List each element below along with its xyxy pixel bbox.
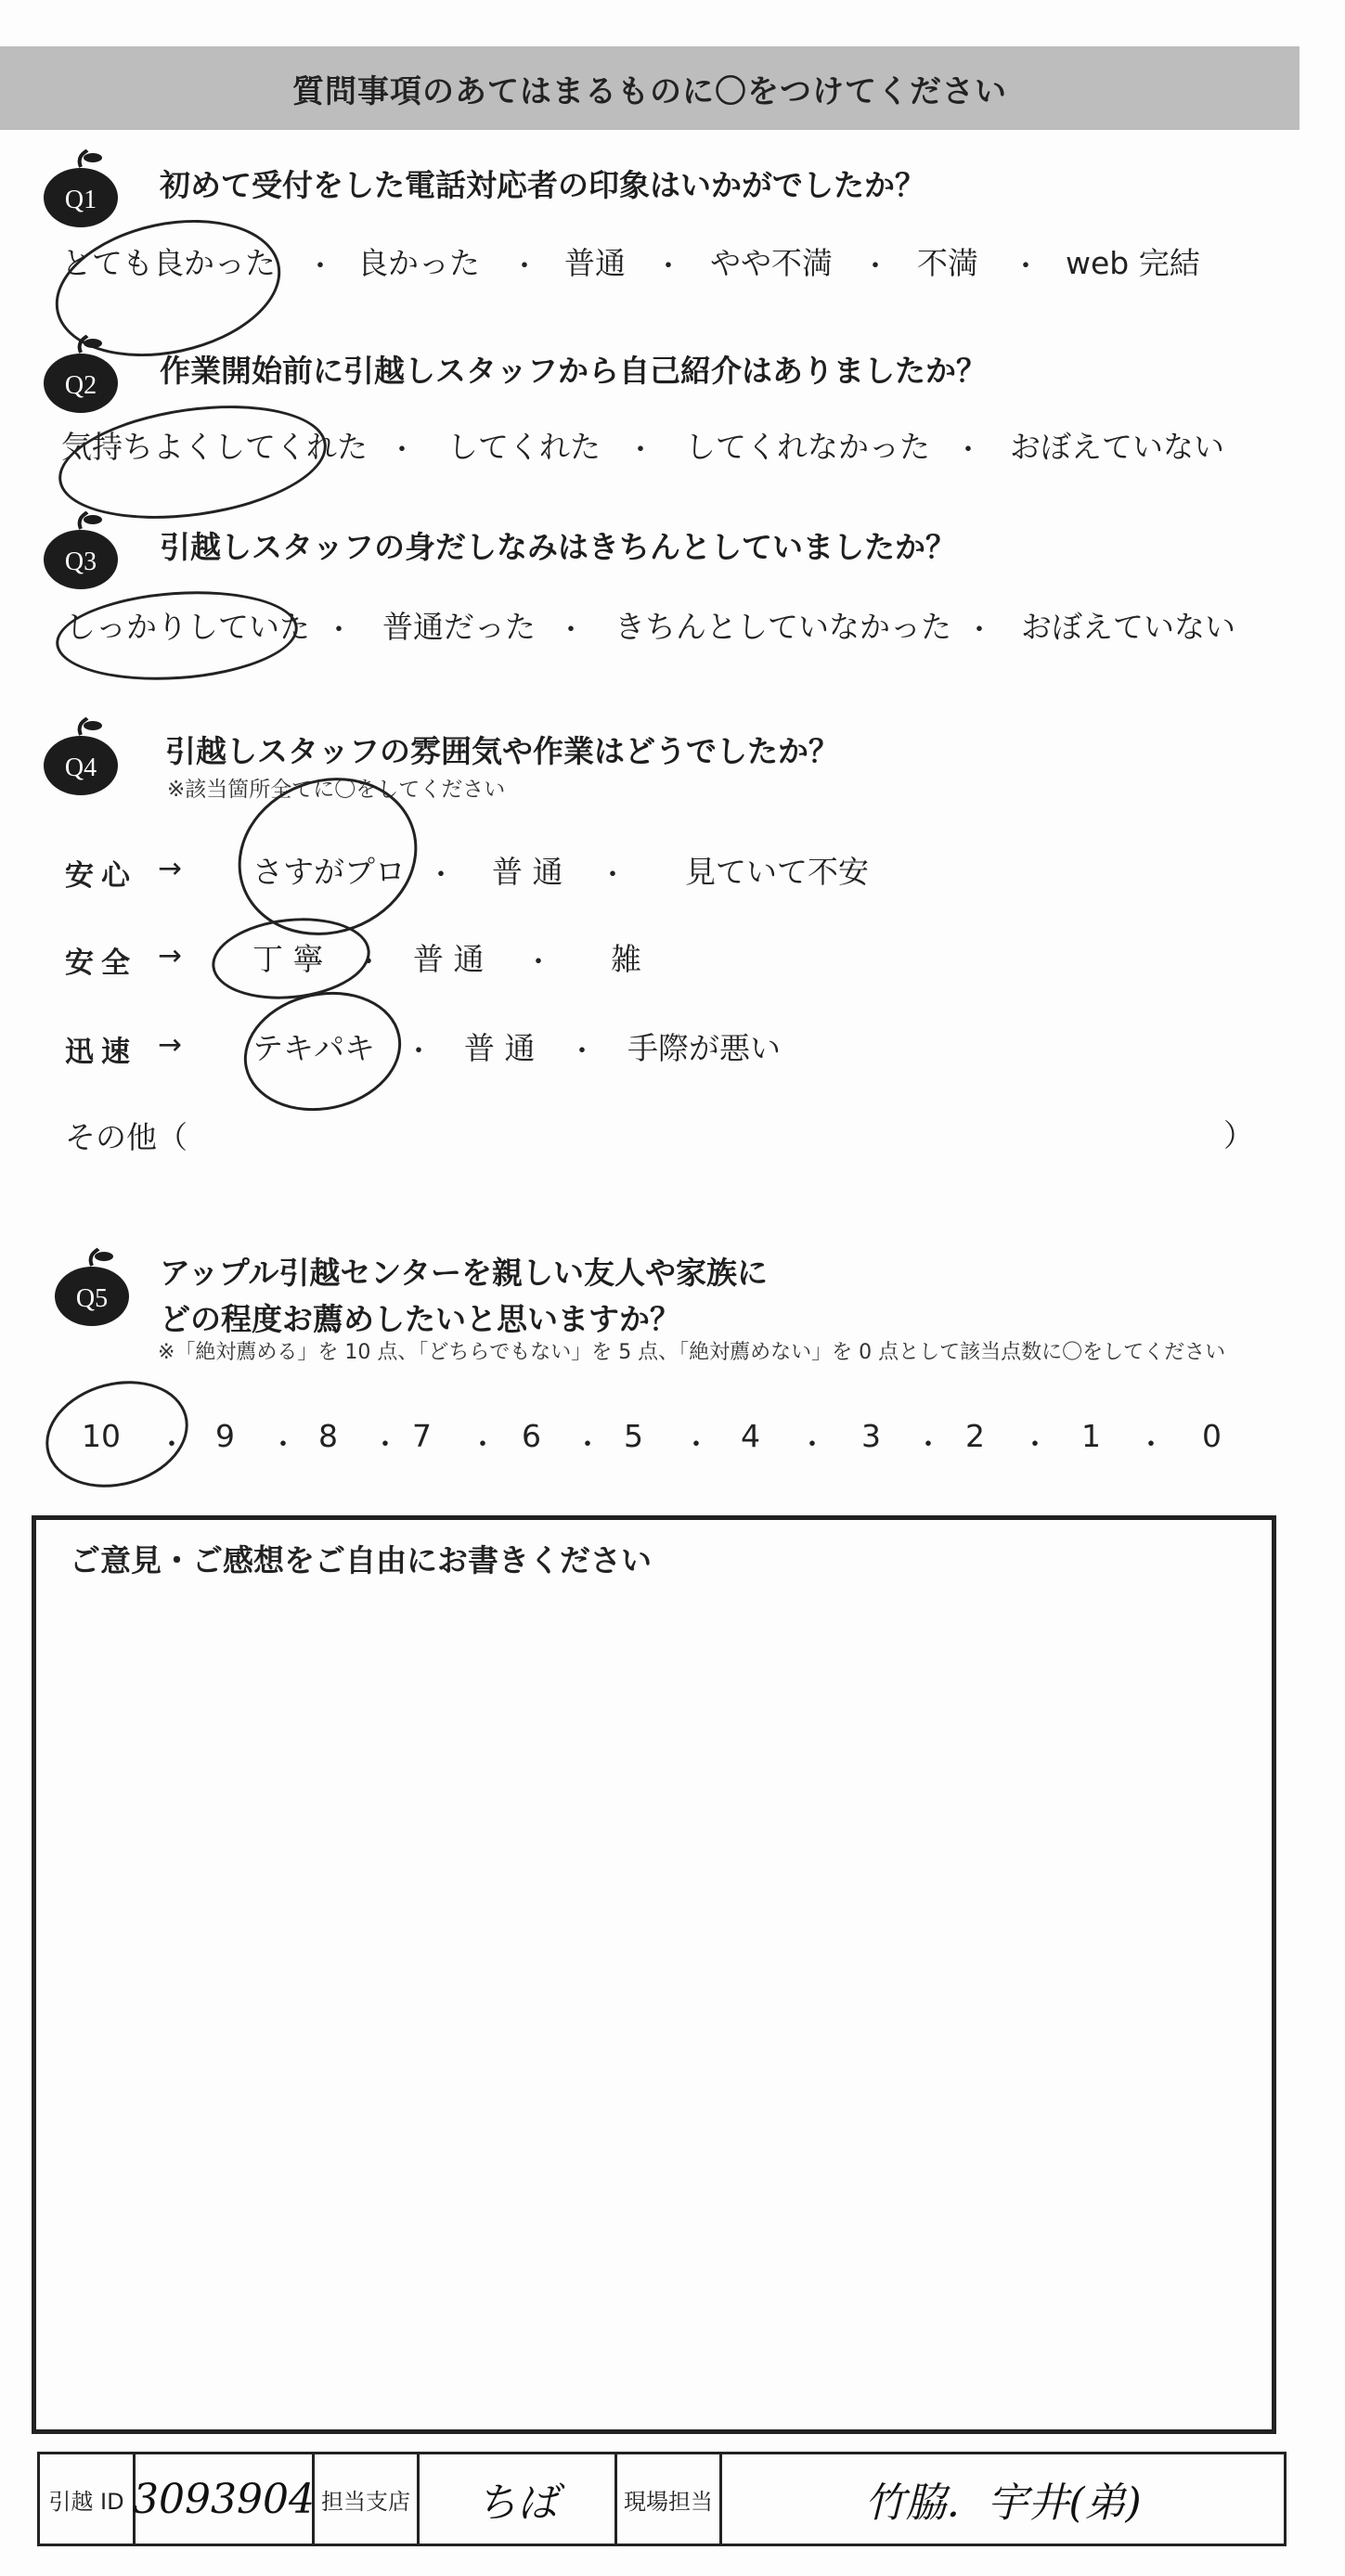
staff-info-table	[37, 2452, 1287, 2546]
q3-option-4[interactable]: おぼえていない	[1021, 609, 1235, 645]
q5-score-8[interactable]: 8	[318, 1418, 338, 1454]
separator-dot: ・	[557, 614, 585, 647]
q4-row-label-jinsoku: 迅速	[65, 1036, 137, 1069]
branch-label-cell	[315, 2454, 420, 2544]
separator-dot: ・	[511, 251, 538, 283]
q4-other-close: ）	[1223, 1117, 1254, 1153]
q3-badge-label: Q3	[64, 547, 97, 576]
separator-dot: ・	[469, 1429, 497, 1462]
q5-score-1[interactable]: 1	[1081, 1418, 1101, 1454]
q4-row-label-anzen: 安全	[65, 947, 137, 980]
q1-question: 初めて受付をした電話対応者の印象はいかがでしたか？	[160, 167, 925, 203]
q5-score-2[interactable]: 2	[965, 1418, 985, 1454]
separator-dot: ・	[158, 1429, 186, 1462]
separator-dot: ・	[682, 1429, 710, 1462]
q3-option-2[interactable]: 普通だった	[382, 609, 536, 645]
separator-dot: ・	[388, 434, 416, 467]
comments-label: ご意見・ご感想をご自由にお書きください	[70, 1542, 652, 1578]
branch-value: ちば	[476, 2479, 558, 2527]
q5-score-10[interactable]: 10	[82, 1418, 121, 1454]
q4-row2-option-2[interactable]: 普 通	[413, 941, 485, 977]
separator-dot: ・	[1137, 1429, 1165, 1462]
q5-note: ※「絶対薦める」を 10 点、「どちらでもない」を 5 点、「絶対薦めない」を 0 点として該当点数に〇をしてください	[158, 1341, 1226, 1364]
q4-row1-option-1[interactable]: さすがプロ	[252, 854, 406, 890]
q2-option-3[interactable]: してくれなかった	[685, 429, 930, 465]
q1-option-1[interactable]: とても良かった	[61, 245, 276, 281]
staff-value-cell	[722, 2454, 1284, 2544]
q4-row2-option-1[interactable]: 丁 寧	[252, 941, 324, 977]
separator-dot: ・	[599, 859, 627, 892]
q1-option-5[interactable]: 不満	[917, 245, 978, 281]
apple-badge-icon	[39, 332, 123, 416]
q4-question: 引越しスタッフの雰囲気や作業はどうでしたか？	[165, 733, 839, 769]
q5-badge-label: Q5	[75, 1284, 109, 1313]
comments-box[interactable]	[32, 1515, 1276, 2434]
separator-dot: ・	[574, 1429, 601, 1462]
q2-question: 作業開始前に引越しスタッフから自己紹介はありましたか？	[160, 353, 987, 389]
move-id-label-cell	[40, 2454, 136, 2544]
q5-score-5[interactable]: 5	[624, 1418, 643, 1454]
apple-badge-icon	[39, 715, 123, 798]
separator-dot: ・	[325, 614, 353, 647]
q4-row-label-anshin: 安心	[65, 859, 137, 893]
q4-note: ※該当箇所全てに〇をしてください	[167, 778, 506, 802]
separator-dot: ・	[269, 1429, 297, 1462]
q5-score-6[interactable]: 6	[522, 1418, 541, 1454]
q5-score-7[interactable]: 7	[412, 1418, 432, 1454]
q1-option-4[interactable]: やや不満	[710, 245, 833, 281]
arrow-right-icon: →	[158, 939, 182, 972]
survey-header	[0, 46, 1300, 130]
q5-score-0[interactable]: 0	[1202, 1418, 1222, 1454]
move-id-value-cell	[133, 2454, 315, 2544]
separator-dot: ・	[914, 1429, 942, 1462]
q3-question: 引越しスタッフの身だしなみはきちんとしていましたか？	[160, 529, 956, 565]
separator-dot: ・	[568, 1036, 596, 1068]
separator-dot: ・	[798, 1429, 826, 1462]
separator-dot: ・	[427, 859, 455, 892]
separator-dot: ・	[371, 1429, 399, 1462]
q4-row3-option-2[interactable]: 普 通	[464, 1030, 536, 1066]
q3-option-3[interactable]: きちんとしていなかった	[614, 609, 951, 645]
q1-badge-label: Q1	[64, 186, 97, 214]
separator-dot: ・	[954, 434, 982, 467]
q4-row2-option-3[interactable]: 雑	[611, 941, 641, 977]
q2-option-1[interactable]: 気持ちよくしてくれた	[61, 429, 368, 465]
apple-badge-icon	[39, 509, 123, 592]
q4-row1-option-2[interactable]: 普 通	[492, 854, 563, 890]
move-id-label: 引越 ID	[48, 2488, 124, 2515]
separator-dot: ・	[306, 251, 334, 283]
branch-value-cell	[420, 2454, 617, 2544]
branch-label: 担当支店	[321, 2488, 410, 2515]
q4-badge-label: Q4	[64, 753, 97, 782]
staff-label: 現場担当	[624, 2488, 713, 2515]
q2-option-4[interactable]: おぼえていない	[1010, 429, 1224, 465]
separator-dot: ・	[405, 1036, 433, 1068]
q4-row3-option-1[interactable]: テキパキ	[252, 1030, 375, 1066]
q5-score-9[interactable]: 9	[215, 1418, 235, 1454]
q5-question-line1: アップル引越センターを親しい友人や家族に	[160, 1255, 769, 1291]
q5-question-line2: どの程度お薦めしたいと思いますか？	[160, 1301, 680, 1337]
q2-option-2[interactable]: してくれた	[447, 429, 601, 465]
q4-row1-option-3[interactable]: 見ていて不安	[685, 854, 869, 890]
separator-dot: ・	[355, 947, 382, 979]
q5-score-4[interactable]: 4	[741, 1418, 760, 1454]
separator-dot: ・	[861, 251, 889, 283]
header-title: 質問事項のあてはまるものに〇をつけてください	[292, 72, 1007, 110]
q1-option-2[interactable]: 良かった	[357, 245, 480, 281]
separator-dot: ・	[654, 251, 682, 283]
q5-score-3[interactable]: 3	[861, 1418, 881, 1454]
separator-dot: ・	[965, 614, 993, 647]
q1-option-3[interactable]: 普通	[564, 245, 626, 281]
q1-option-6[interactable]: web 完結	[1066, 245, 1200, 281]
separator-dot: ・	[1012, 251, 1040, 283]
staff-label-cell	[617, 2454, 722, 2544]
separator-dot: ・	[524, 947, 552, 979]
staff-value: 竹脇．宇井(弟)	[864, 2479, 1142, 2527]
q3-option-1[interactable]: しっかりしていた	[65, 609, 310, 645]
q4-other-label: その他（	[65, 1119, 188, 1155]
apple-badge-icon	[50, 1245, 134, 1329]
apple-badge-icon	[39, 147, 123, 230]
separator-dot: ・	[1021, 1429, 1049, 1462]
arrow-right-icon: →	[158, 1028, 182, 1062]
arrow-right-icon: →	[158, 852, 182, 885]
move-id-value: 3093904	[133, 2475, 315, 2523]
q2-badge-label: Q2	[64, 371, 97, 400]
separator-dot: ・	[627, 434, 654, 467]
q4-row3-option-3[interactable]: 手際が悪い	[627, 1030, 781, 1066]
